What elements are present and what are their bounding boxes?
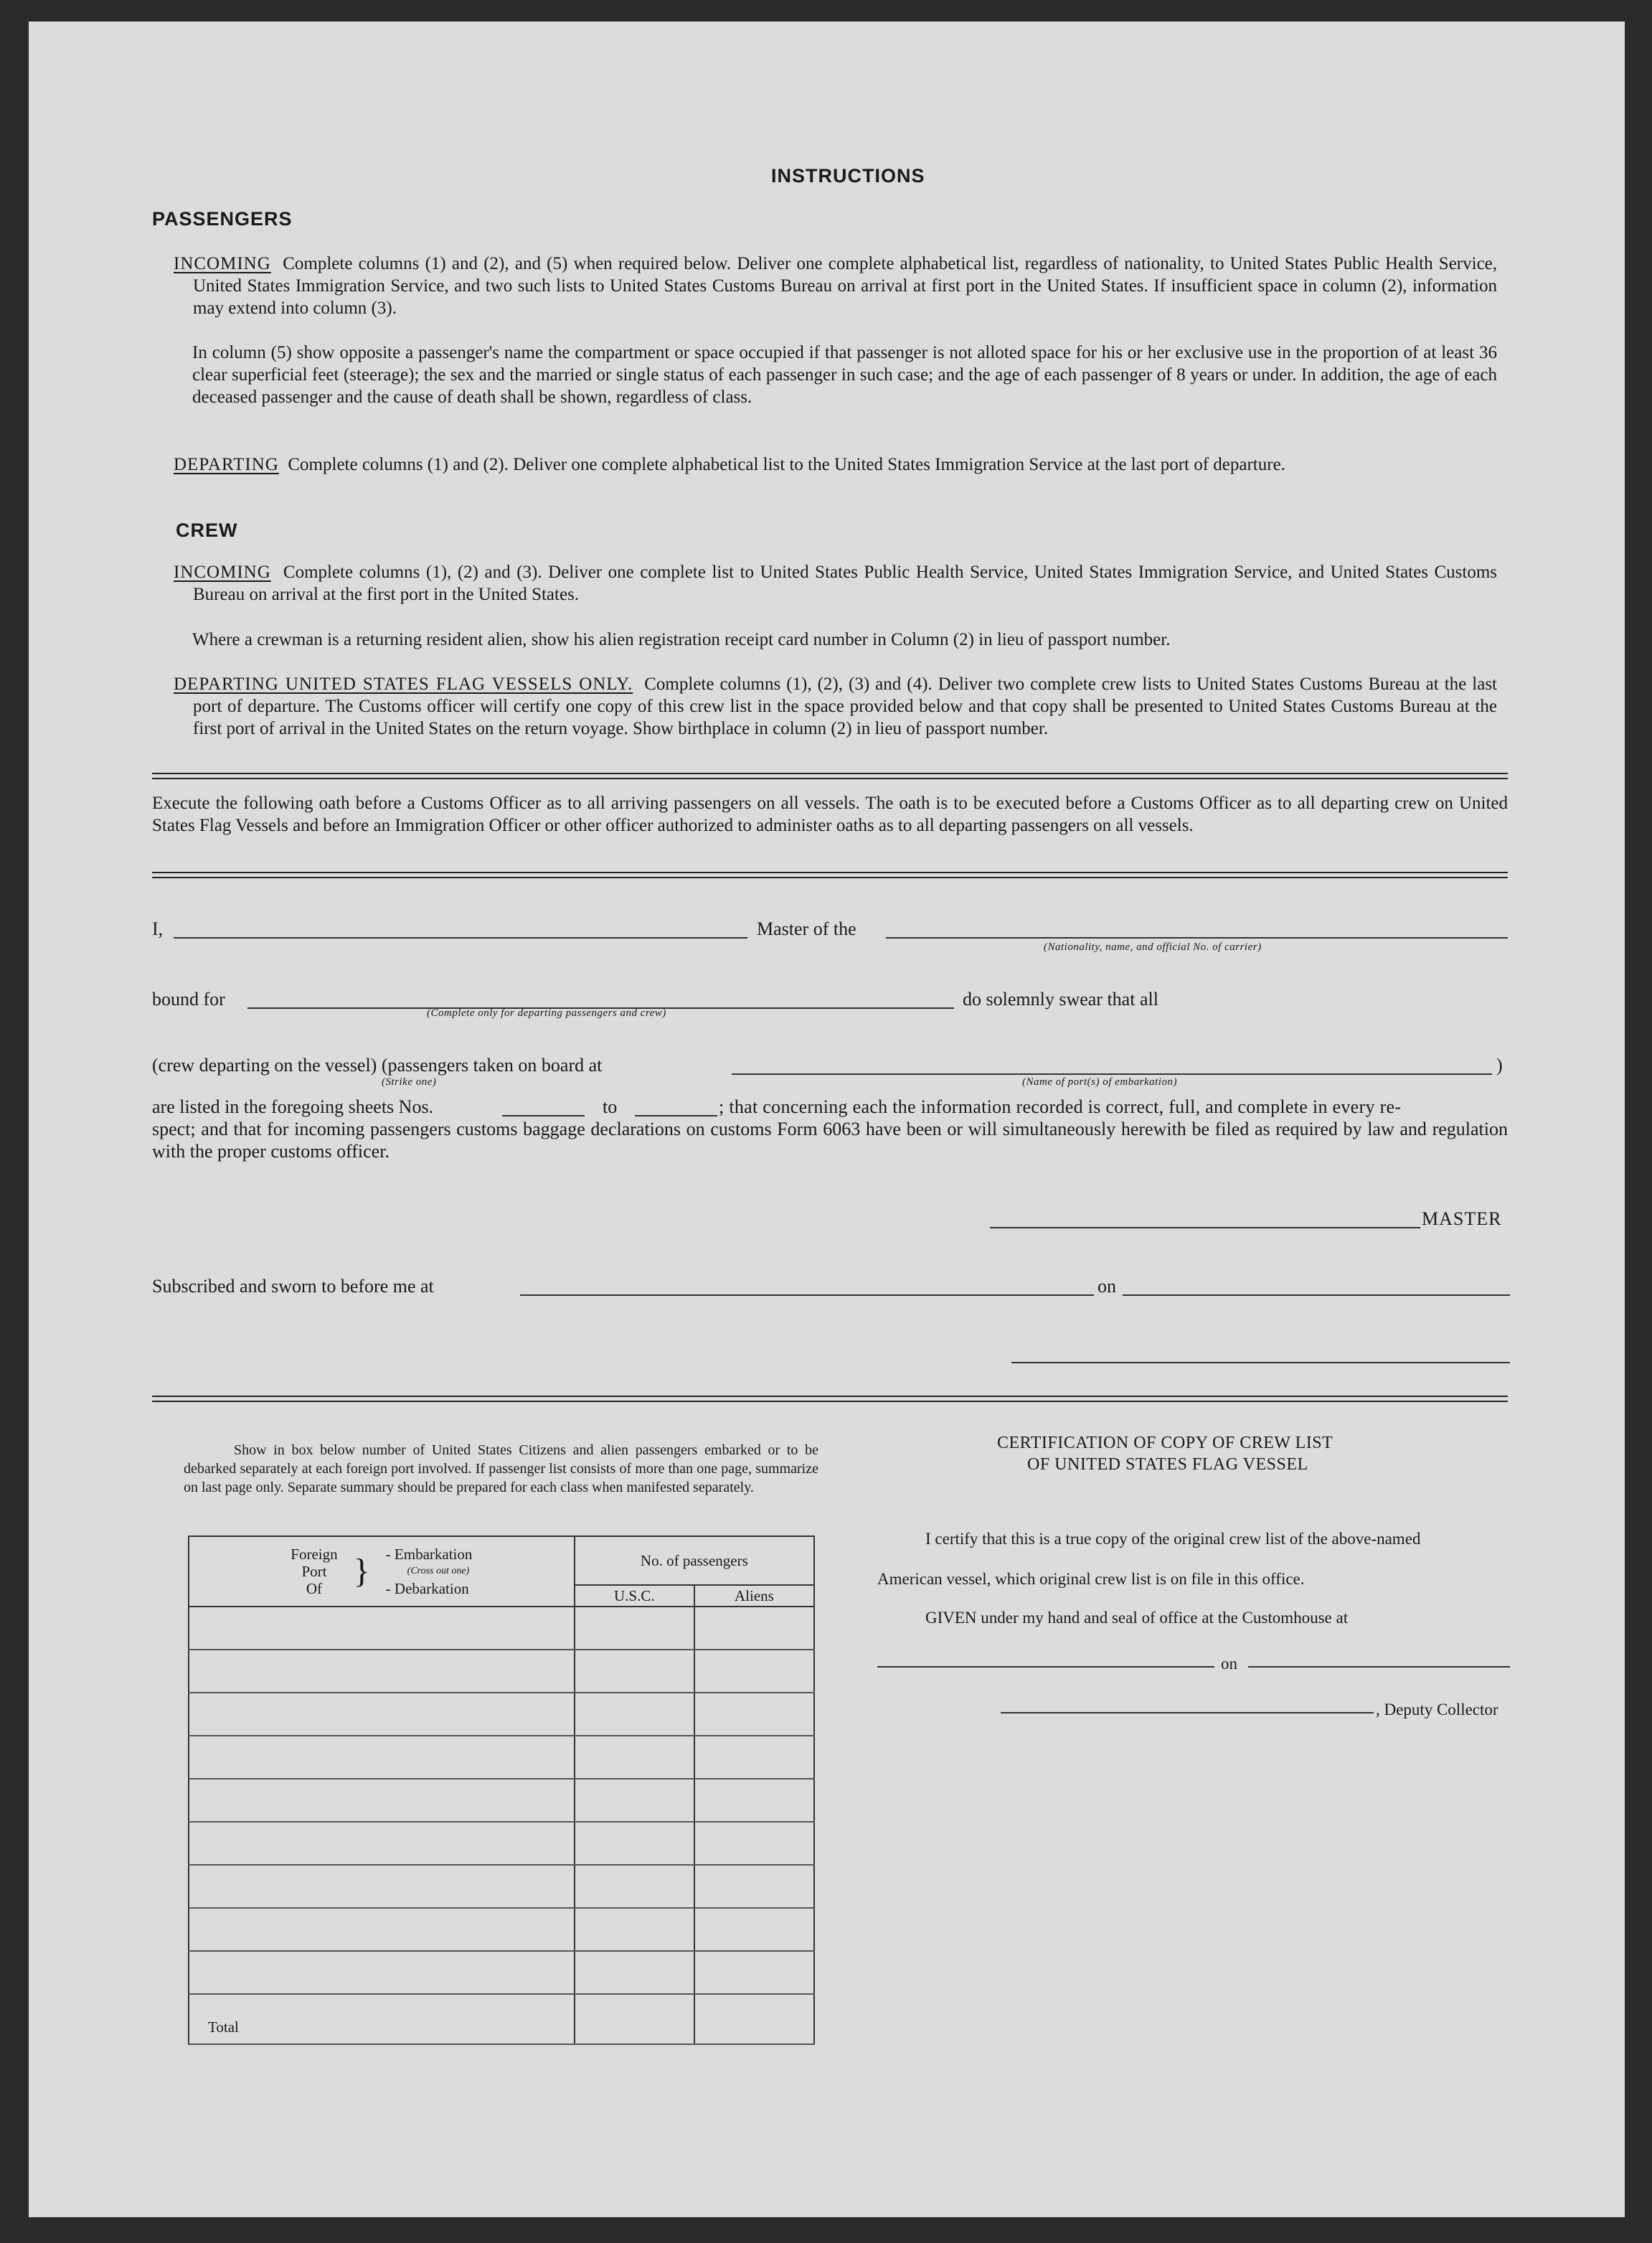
- usc-cell[interactable]: [575, 1779, 694, 1822]
- passengers-incoming-paragraph: [174, 253, 1497, 319]
- swear-label: do solemnly swear that all: [963, 989, 1158, 1010]
- listed-rest-line-2: spect; and that for incoming passengers customs baggage declarations on customs Form 6063 have been or will simultaneously herewith be filed as required by law and regulation with the proper customs officer.: [152, 1119, 1508, 1162]
- aliens-cell[interactable]: [694, 1779, 814, 1822]
- subscribed-place-field[interactable]: [520, 1273, 1094, 1296]
- passengers-incoming-text: Complete columns (1) and (2), and (5) when required below. Deliver one complete alphabetical list, regardless of nationality, to United States Public Health Service, United States Immigration Service, and two such lists to United States Customs Bureau on arrival at first port in the United States. If insufficient space in column (2), information may extend into column (3).: [193, 254, 1498, 318]
- table-row: [189, 1693, 814, 1736]
- officer-signature-field[interactable]: [1011, 1340, 1510, 1363]
- passengers-departing-paragraph: [174, 453, 1497, 476]
- summary-instructions: Show in box below number of United States Citizens and alien passengers embarked or to be debarked separately at each foreign port involved. If passenger list consists of more than one page, summarize on last page only. Separate summary should be prepared for each class when manifested separately.: [184, 1442, 818, 1495]
- total-row: [189, 1994, 814, 2044]
- certification-on-label: on: [1221, 1655, 1237, 1673]
- passengers-departing-text: Complete columns (1) and (2). Deliver one complete alphabetical list to the United States Immigration Service at the last port of departure.: [288, 455, 1285, 474]
- usc-header: U.S.C.: [575, 1585, 694, 1607]
- certification-line-2: American vessel, which original crew list is on file in this office.: [877, 1570, 1305, 1588]
- aliens-cell[interactable]: [694, 1865, 814, 1908]
- aliens-cell[interactable]: [694, 1908, 814, 1951]
- crew-resident-text: Where a crewman is a returning resident alien, show his alien registration receipt card number in Column (2) in lieu of passport number.: [192, 630, 1171, 649]
- aliens-cell[interactable]: [694, 1736, 814, 1779]
- aliens-total-cell[interactable]: [694, 1994, 814, 2044]
- close-paren: ): [1496, 1055, 1503, 1076]
- certification-line-3: GIVEN under my hand and seal of office at the Customhouse at: [925, 1609, 1349, 1627]
- crew-departing-label: DEPARTING UNITED STATES FLAG VESSELS ONLY.: [174, 674, 633, 694]
- listed-prefix: are listed in the foregoing sheets Nos.: [152, 1096, 434, 1117]
- port-cell[interactable]: [189, 1779, 575, 1822]
- master-name-field[interactable]: [174, 916, 747, 939]
- to-label: to: [603, 1096, 618, 1117]
- passengers-heading: PASSENGERS: [152, 208, 293, 230]
- usc-total-cell[interactable]: [575, 1994, 694, 2044]
- usc-cell[interactable]: [575, 1822, 694, 1865]
- port-label: Port: [301, 1563, 327, 1580]
- subscribed-date-field[interactable]: [1123, 1273, 1510, 1296]
- page-title: INSTRUCTIONS: [771, 165, 925, 187]
- oath-intro-paragraph: [152, 792, 1508, 837]
- subscribed-label: Subscribed and sworn to before me at: [152, 1276, 434, 1297]
- debarkation-option[interactable]: - Debarkation: [385, 1580, 469, 1597]
- deputy-collector-label: , Deputy Collector: [1376, 1701, 1498, 1718]
- certification-date-field[interactable]: [1248, 1646, 1510, 1668]
- port-caption: (Name of port(s) of embarkation): [1022, 1076, 1177, 1088]
- certification-line-1: I certify that this is a true copy of the original crew list of the above-named: [925, 1530, 1421, 1548]
- port-header-cell: [189, 1536, 575, 1607]
- port-cell[interactable]: [189, 1650, 575, 1693]
- customhouse-field[interactable]: [877, 1646, 1214, 1668]
- port-cell[interactable]: [189, 1951, 575, 1994]
- usc-cell[interactable]: [575, 1865, 694, 1908]
- crew-resident-paragraph: [192, 629, 1497, 651]
- column5-paragraph: [192, 342, 1497, 408]
- master-label: MASTER: [1422, 1208, 1502, 1229]
- port-cell[interactable]: [189, 1908, 575, 1951]
- oath-divider: [152, 872, 1508, 878]
- passengers-departing-label: DEPARTING: [174, 455, 279, 474]
- table-row: [189, 1736, 814, 1779]
- master-of-the-label: Master of the: [757, 918, 856, 939]
- usc-cell[interactable]: [575, 1951, 694, 1994]
- embarkation-option[interactable]: - Embarkation: [385, 1546, 473, 1563]
- total-label: Total: [189, 1994, 575, 2044]
- table-row: [189, 1607, 814, 1650]
- bound-caption: (Complete only for departing passengers and crew): [427, 1007, 666, 1019]
- oath-i-label: I,: [152, 918, 164, 939]
- brace-glyph: }: [353, 1552, 370, 1590]
- deputy-collector-signature-field[interactable]: [1001, 1692, 1374, 1713]
- form-page: [29, 22, 1625, 2217]
- usc-cell[interactable]: [575, 1650, 694, 1693]
- crew-incoming-text: Complete columns (1), (2) and (3). Deliver one complete list to United States Public Health Service, United States Immigration Service, and United States Customs Bureau on arrival at the first port in the United States.: [193, 563, 1498, 604]
- usc-cell[interactable]: [575, 1607, 694, 1650]
- listed-rest-line-1: ; that concerning each the information recorded is correct, full, and complete in every re-: [719, 1096, 1402, 1117]
- aliens-cell[interactable]: [694, 1607, 814, 1650]
- sheet-from-field[interactable]: [502, 1094, 585, 1116]
- listed-rest-paragraph: [152, 1118, 1508, 1162]
- certification-title-1: CERTIFICATION OF COPY OF CREW LIST: [997, 1434, 1334, 1452]
- crew-incoming-label: INCOMING: [174, 563, 271, 582]
- usc-cell[interactable]: [575, 1908, 694, 1951]
- cross-out-caption: (Cross out one): [407, 1566, 470, 1576]
- crew-passengers-label: (crew departing on the vessel) (passengers taken on board at: [152, 1055, 603, 1076]
- table-row: [189, 1822, 814, 1865]
- foreign-label: Foreign: [291, 1546, 338, 1563]
- usc-cell[interactable]: [575, 1693, 694, 1736]
- usc-cell[interactable]: [575, 1736, 694, 1779]
- port-embarkation-field[interactable]: [732, 1052, 1492, 1075]
- oath-intro-text: Execute the following oath before a Customs Officer as to all arriving passengers on all vessels. The oath is to be executed before a Customs Officer as to all departing crew on United States Flag Vessels and before an Immigration Officer or other officer authorized to administer oaths as to all departing passengers on all vessels.: [152, 794, 1508, 835]
- passenger-summary-table: [188, 1536, 815, 2045]
- subscribed-on-label: on: [1098, 1276, 1116, 1297]
- no-passengers-header: No. of passengers: [575, 1536, 814, 1585]
- aliens-cell[interactable]: [694, 1650, 814, 1693]
- aliens-header: Aliens: [694, 1585, 814, 1607]
- port-cell[interactable]: [189, 1736, 575, 1779]
- passengers-incoming-label: INCOMING: [174, 254, 271, 273]
- table-row: [189, 1908, 814, 1951]
- sheet-to-field[interactable]: [635, 1094, 717, 1116]
- aliens-cell[interactable]: [694, 1951, 814, 1994]
- lower-divider: [152, 1396, 1508, 1402]
- carrier-caption: (Nationality, name, and official No. of carrier): [1044, 941, 1262, 953]
- aliens-cell[interactable]: [694, 1822, 814, 1865]
- strike-caption: (Strike one): [382, 1076, 437, 1088]
- port-cell[interactable]: [189, 1607, 575, 1650]
- carrier-field[interactable]: [886, 916, 1508, 939]
- table-row: [189, 1650, 814, 1693]
- port-cell[interactable]: [189, 1693, 575, 1736]
- crew-departing-paragraph: [174, 673, 1497, 740]
- section-divider: [152, 773, 1508, 779]
- port-cell[interactable]: [189, 1865, 575, 1908]
- crew-incoming-paragraph: [174, 561, 1497, 606]
- of-label: Of: [306, 1580, 323, 1597]
- table-row: [189, 1951, 814, 1994]
- port-cell[interactable]: [189, 1822, 575, 1865]
- aliens-cell[interactable]: [694, 1693, 814, 1736]
- bound-for-field[interactable]: [247, 986, 954, 1009]
- table-row: [189, 1779, 814, 1822]
- master-signature-field[interactable]: [990, 1205, 1420, 1228]
- column5-text: In column (5) show opposite a passenger's name the compartment or space occupied if that passenger is not alloted space for his or her exclusive use in the proportion of at least 36 clear superficial feet (steerage); the sex and the married or single status of each passenger in such case; and the age of each passenger of 8 years or under. In addition, the age of each deceased passenger and the cause of death shall be shown, regardless of class.: [192, 343, 1497, 407]
- crew-heading: CREW: [176, 519, 238, 541]
- bound-for-label: bound for: [152, 989, 225, 1010]
- crew-departing-text: Complete columns (1), (2), (3) and (4). Deliver two complete crew lists to United States Customs Bureau at the last port of departure. The Customs officer will certify one copy of this crew list in the space provided below and that copy shall be presented to United States Customs Bureau at the first port of arrival in the United States on the return voyage. Show birthplace in column (2) in lieu of passport number.: [193, 674, 1497, 738]
- table-row: [189, 1865, 814, 1908]
- certification-title-2: OF UNITED STATES FLAG VESSEL: [1027, 1455, 1308, 1474]
